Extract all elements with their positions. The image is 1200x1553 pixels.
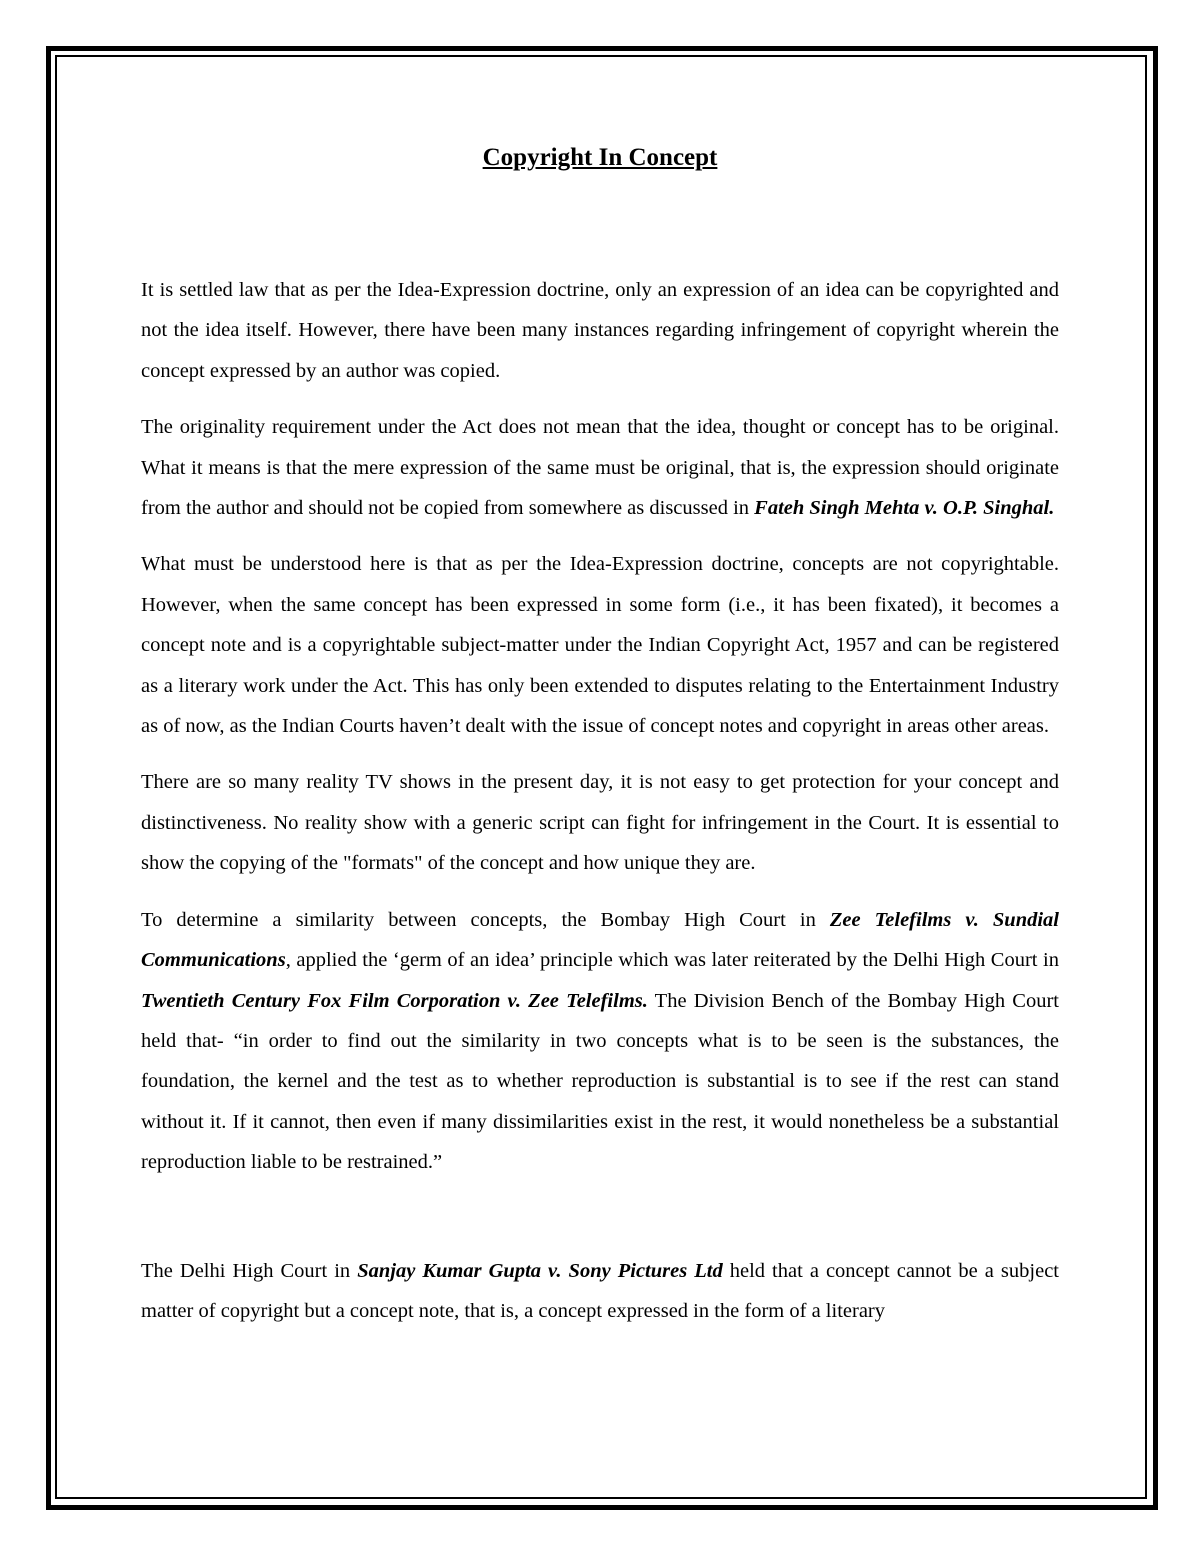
paragraph-germ-of-idea <box>141 900 1059 1183</box>
case-citation-zee-sundial: Zee Telefilms v. Sundial Communications <box>141 908 1059 972</box>
paragraph-text: The Delhi High Court in <box>141 1259 358 1282</box>
paragraph-idea-expression: It is settled law that as per the Idea-Expression doctrine, only an expression of an idea can be copyrighted and not the idea itself. However, there have been many instances regarding infringement of copyright wherein the concept expressed by an author was copied. <box>141 279 1059 382</box>
case-citation-sanjay-kumar-gupta: Sanjay Kumar Gupta v. Sony Pictures Ltd <box>357 1259 723 1282</box>
paragraph-reality-tv: There are so many reality TV shows in the present day, it is not easy to get protection for your concept and distinctiveness. No reality show with a generic script can fight for infringement in the Court. It is essential to show the copying of the "formats" of the concept and how unique they are. <box>141 771 1059 875</box>
case-citation-twentieth-century-fox: Twentieth Century Fox Film Corporation v. Zee Telefilms. <box>141 989 648 1012</box>
case-citation-fateh-singh: Fateh Singh Mehta v. O.P. Singhal. <box>754 497 1055 520</box>
paragraph-concept-note: What must be understood here is that as per the Idea-Expression doctrine, concepts are not copyrightable. However, when the same concept has been expressed in some form (i.e., it has been fixated), it becomes a concept note and is a copyrightable subject-matter under the Indian Copyright Act, 1957 and can be registered as a literary work under the Act. This has only been extended to disputes relating to the Entertainment Industry as of now, as the Indian Courts haven’t dealt with the issue of concept notes and copyright in areas other areas. <box>141 553 1059 738</box>
paragraph-originality <box>141 407 1059 528</box>
paragraph-text: To determine a similarity between concepts, the Bombay High Court in <box>141 908 830 931</box>
paragraph-text: held that a concept cannot be a subject matter of copyright but a concept note, that is, a concept expressed in the form of a literary <box>141 1259 1059 1322</box>
document-title: Copyright In Concept <box>482 144 718 171</box>
paragraph-text: The originality requirement under the Act does not mean that the idea, thought or concept has to be original. What it means is that the mere expression of the same must be original, that is, the expression should originate from the author and should not be copied from somewhere as discussed in <box>141 416 1059 520</box>
paragraph-text: The Division Bench of the Bombay High Court held that- “in order to find out the similarity in two concepts what is to be seen is the substances, the foundation, the kernel and the test as to whether reproduction is substantial is to see if the rest can stand without it. If it cannot, then even if many dissimilarities exist in the rest, it would nonetheless be a substantial reproduction liable to be restrained.” <box>141 989 1059 1174</box>
paragraph-text: , applied the ‘germ of an idea’ principle which was later reiterated by the Delhi High Court in <box>285 949 1059 972</box>
document-body <box>141 140 1059 1347</box>
paragraph-sanjay-kumar <box>141 1251 1059 1332</box>
